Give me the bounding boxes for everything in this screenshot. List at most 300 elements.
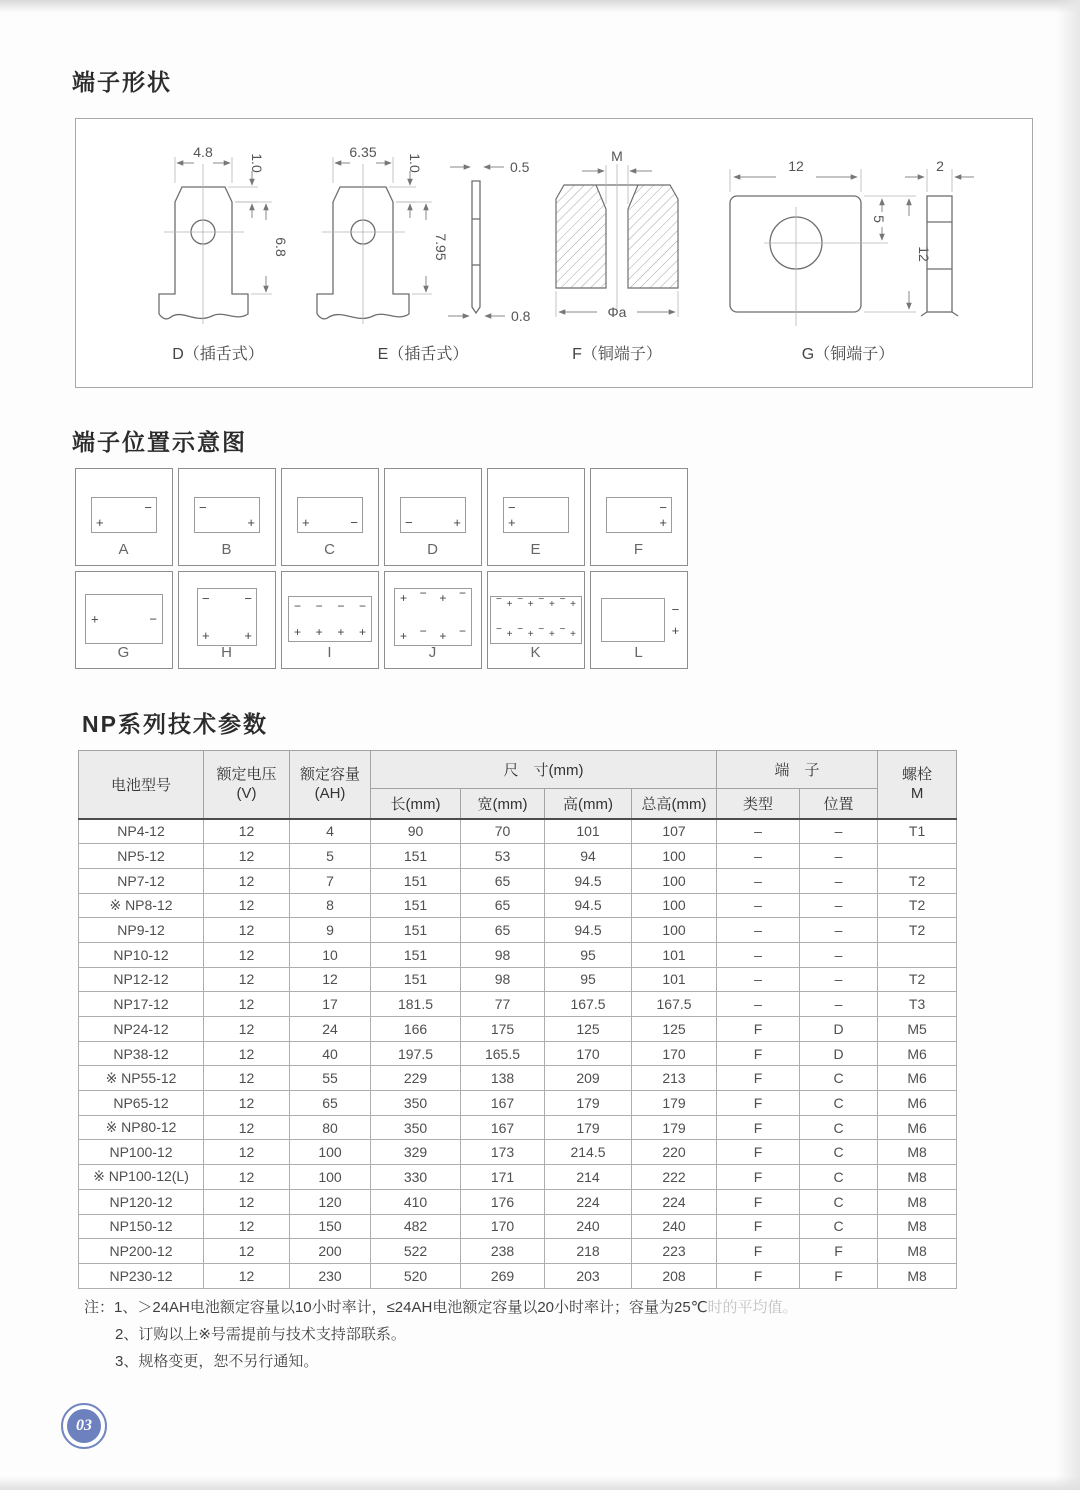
- dim-e-top-width: 6.35: [349, 144, 377, 160]
- cell-voltage: 12: [204, 819, 290, 844]
- polarity-mark: −: [202, 591, 210, 606]
- polarity-mark: +: [570, 599, 576, 610]
- cell-bolt: T3: [878, 992, 957, 1017]
- cell-length: 151: [371, 893, 461, 918]
- cell-length: 151: [371, 868, 461, 893]
- polarity-mark: −: [294, 599, 302, 613]
- cell-width: 167: [461, 1091, 545, 1116]
- polarity-mark: −: [199, 500, 207, 515]
- cell-terminal_type: F: [717, 1066, 800, 1091]
- cell-total_height: 220: [632, 1140, 717, 1165]
- cell-width: 65: [461, 868, 545, 893]
- spec-row: [79, 1091, 957, 1116]
- polarity-mark: −: [458, 624, 466, 638]
- cell-voltage: 12: [204, 1263, 290, 1288]
- cell-terminal_pos: –: [800, 893, 878, 918]
- position-cell-E: [487, 468, 585, 566]
- position-cell-C: [281, 468, 379, 566]
- header-voltage: [204, 751, 290, 819]
- cell-model: NP120-12: [79, 1189, 204, 1214]
- cell-model: NP10-12: [79, 942, 204, 967]
- polarity-mark: −: [149, 611, 157, 627]
- cell-width: 176: [461, 1189, 545, 1214]
- cell-height: 101: [545, 819, 632, 844]
- position-cell-D: [384, 468, 482, 566]
- cell-capacity: 100: [290, 1165, 371, 1190]
- scan-artifact-bottom: [0, 1476, 1080, 1490]
- cell-model: NP7-12: [79, 868, 204, 893]
- polarity-mark: −: [419, 586, 427, 600]
- cell-length: 350: [371, 1115, 461, 1140]
- cell-terminal_type: F: [717, 1115, 800, 1140]
- position-cell-J: [384, 571, 482, 669]
- tab-side-profile-drawing: [448, 159, 531, 324]
- cell-terminal_pos: D: [800, 1041, 878, 1066]
- cell-height: 224: [545, 1189, 632, 1214]
- spec-row: [79, 918, 957, 943]
- cell-total_height: 179: [632, 1091, 717, 1116]
- cell-width: 77: [461, 992, 545, 1017]
- cell-voltage: 12: [204, 1165, 290, 1190]
- cell-height: 214: [545, 1165, 632, 1190]
- spec-row: [79, 1041, 957, 1066]
- cell-length: 350: [371, 1091, 461, 1116]
- polarity-mark: +: [315, 625, 323, 639]
- polarity-row: [496, 624, 576, 640]
- cell-model: NP200-12: [79, 1239, 204, 1264]
- polarity-mark: −: [508, 500, 516, 515]
- cell-width: 65: [461, 918, 545, 943]
- spec-row: [79, 1140, 957, 1165]
- cell-width: 70: [461, 819, 545, 844]
- cell-height: 94: [545, 844, 632, 869]
- cell-terminal_pos: C: [800, 1165, 878, 1190]
- cell-model: NP38-12: [79, 1041, 204, 1066]
- spec-row: [79, 1189, 957, 1214]
- position-label: F: [633, 541, 645, 558]
- cell-total_height: 101: [632, 967, 717, 992]
- header-terminal: 端 子: [717, 751, 878, 789]
- cell-height: 179: [545, 1091, 632, 1116]
- spec-row: [79, 893, 957, 918]
- cell-width: 171: [461, 1165, 545, 1190]
- section-title-terminal-position: 端子位置示意图: [72, 429, 247, 455]
- cell-height: 218: [545, 1239, 632, 1264]
- cell-capacity: 100: [290, 1140, 371, 1165]
- polarity-mark: +: [400, 629, 408, 643]
- polarity-mark: +: [244, 628, 252, 643]
- battery-outline: [400, 497, 466, 533]
- cell-model: NP4-12: [79, 819, 204, 844]
- header-capacity: [290, 751, 371, 819]
- polarity-mark: −: [496, 594, 502, 605]
- cell-length: 151: [371, 918, 461, 943]
- note-1-text: 1、＞24AH电池额定容量以10小时率计，≤24AH电池额定容量以20小时率计；容量为25℃: [114, 1299, 708, 1316]
- header-bolt: [878, 751, 957, 819]
- note-line-1: [84, 1294, 798, 1321]
- terminal-e-drawing: [317, 144, 468, 363]
- dim-g-width: 12: [788, 158, 804, 174]
- terminal-drawings: [76, 119, 1032, 385]
- dim-g-hole-offset: 5: [871, 215, 887, 223]
- polarity-row: [496, 594, 576, 610]
- cell-width: 138: [461, 1066, 545, 1091]
- polarity-mark: +: [247, 515, 255, 530]
- cell-height: 240: [545, 1214, 632, 1239]
- spec-row: [79, 1214, 957, 1239]
- page-number-badge: [61, 1403, 107, 1449]
- cell-voltage: 12: [204, 1066, 290, 1091]
- cell-width: 98: [461, 967, 545, 992]
- spec-table: [78, 750, 957, 1289]
- dim-d-chamfer: 1.0: [249, 153, 265, 173]
- cell-model: ※ NP8-12: [79, 893, 204, 918]
- cell-terminal_type: –: [717, 893, 800, 918]
- polarity-mark: −: [419, 624, 427, 638]
- cell-terminal_type: –: [717, 868, 800, 893]
- cell-terminal_type: –: [717, 967, 800, 992]
- position-cell-F: [590, 468, 688, 566]
- cell-bolt: [878, 942, 957, 967]
- cell-terminal_type: –: [717, 819, 800, 844]
- note-line-3: 3、规格变更，恕不另行通知。: [115, 1353, 319, 1370]
- cell-capacity: 8: [290, 893, 371, 918]
- cell-model: NP24-12: [79, 1017, 204, 1042]
- header-length: 长(mm): [371, 789, 461, 819]
- cell-terminal_pos: D: [800, 1017, 878, 1042]
- battery-outline: [194, 497, 260, 533]
- cell-terminal_type: F: [717, 1214, 800, 1239]
- polarity-mark: +: [453, 515, 461, 530]
- header-voltage-line1: 额定电压: [216, 766, 277, 784]
- terminal-drawings-panel: [75, 118, 1033, 388]
- battery-outline: [288, 596, 372, 642]
- polarity-mark: −: [144, 500, 152, 515]
- cell-capacity: 17: [290, 992, 371, 1017]
- cell-width: 170: [461, 1214, 545, 1239]
- cell-length: 151: [371, 967, 461, 992]
- polarity-mark: +: [570, 629, 576, 640]
- cell-terminal_type: F: [717, 1263, 800, 1288]
- page-number: 03: [67, 1409, 101, 1443]
- cell-bolt: T1: [878, 819, 957, 844]
- cell-terminal_type: –: [717, 844, 800, 869]
- cell-terminal_pos: C: [800, 1189, 878, 1214]
- cell-terminal_type: F: [717, 1140, 800, 1165]
- cell-voltage: 12: [204, 918, 290, 943]
- cell-total_height: 222: [632, 1165, 717, 1190]
- battery-outline: [91, 497, 157, 533]
- polarity-mark: +: [202, 628, 210, 643]
- cell-bolt: M8: [878, 1140, 957, 1165]
- cell-total_height: 179: [632, 1115, 717, 1140]
- cell-terminal_pos: –: [800, 819, 878, 844]
- polarity-row: [294, 600, 366, 612]
- dim-profile-bottom: 0.8: [511, 308, 531, 324]
- cell-terminal_pos: –: [800, 844, 878, 869]
- header-model: 电池型号: [79, 751, 204, 819]
- scan-artifact-top: [0, 0, 1080, 13]
- cell-capacity: 7: [290, 868, 371, 893]
- polarity-mark: +: [506, 629, 513, 640]
- cell-terminal_type: –: [717, 992, 800, 1017]
- position-cell-K: [487, 571, 585, 669]
- polarity-mark: +: [439, 629, 447, 643]
- cell-capacity: 9: [290, 918, 371, 943]
- cell-bolt: M8: [878, 1239, 957, 1264]
- polarity-mark: −: [538, 594, 545, 605]
- cell-width: 53: [461, 844, 545, 869]
- cell-terminal_type: F: [717, 1041, 800, 1066]
- cell-model: NP12-12: [79, 967, 204, 992]
- cell-terminal_type: F: [717, 1239, 800, 1264]
- polarity-mark: −: [659, 500, 667, 515]
- table-notes: [84, 1294, 798, 1375]
- cell-length: 151: [371, 844, 461, 869]
- spec-table-body: [79, 819, 957, 1289]
- battery-outline: [297, 497, 363, 533]
- cell-capacity: 200: [290, 1239, 371, 1264]
- cell-model: NP150-12: [79, 1214, 204, 1239]
- battery-outline: [601, 598, 680, 642]
- cell-capacity: 80: [290, 1115, 371, 1140]
- battery-outline: [503, 497, 569, 533]
- cell-model: NP100-12: [79, 1140, 204, 1165]
- polarity-row: [400, 586, 466, 605]
- cell-capacity: 4: [290, 819, 371, 844]
- cell-length: 90: [371, 819, 461, 844]
- cell-terminal_pos: C: [800, 1091, 878, 1116]
- cell-terminal_type: F: [717, 1165, 800, 1190]
- section-title-specs: NP系列技术参数: [82, 711, 268, 737]
- polarity-mark: +: [548, 629, 555, 640]
- cell-bolt: T2: [878, 868, 957, 893]
- position-cell-A: [75, 468, 173, 566]
- dim-d-height: 6.8: [273, 237, 289, 257]
- cell-total_height: 100: [632, 918, 717, 943]
- cell-terminal_pos: F: [800, 1239, 878, 1264]
- polarity-mark: +: [337, 625, 345, 639]
- scan-artifact-right: [1056, 0, 1080, 1490]
- cell-total_height: 107: [632, 819, 717, 844]
- polarity-mark: +: [527, 629, 534, 640]
- cell-height: 167.5: [545, 992, 632, 1017]
- position-cell-I: [281, 571, 379, 669]
- polarity-mark: −: [496, 624, 502, 635]
- cell-capacity: 230: [290, 1263, 371, 1288]
- polarity-mark: −: [559, 594, 566, 605]
- polarity-mark: −: [350, 515, 358, 530]
- terminal-d-label: D（插舌式）: [172, 346, 264, 363]
- dim-g-height: 12: [916, 246, 932, 262]
- cell-length: 166: [371, 1017, 461, 1042]
- battery-outline: [606, 497, 672, 533]
- terminal-g-drawing: [730, 158, 974, 363]
- cell-total_height: 240: [632, 1214, 717, 1239]
- battery-outline: [197, 588, 257, 646]
- dim-g-thickness: 2: [936, 158, 944, 174]
- cell-width: 98: [461, 942, 545, 967]
- polarity-mark: −: [244, 591, 252, 606]
- terminal-d-drawing: [159, 144, 289, 363]
- cell-model: ※ NP80-12: [79, 1115, 204, 1140]
- polarity-mark: +: [439, 591, 447, 605]
- cell-width: 165.5: [461, 1041, 545, 1066]
- polarity-mark: −: [405, 515, 413, 530]
- spec-row: [79, 1239, 957, 1264]
- cell-width: 65: [461, 893, 545, 918]
- header-total-height: 总高(mm): [632, 789, 717, 819]
- cell-capacity: 120: [290, 1189, 371, 1214]
- cell-height: 170: [545, 1041, 632, 1066]
- dim-f-diameter: Φa: [607, 304, 627, 320]
- cell-terminal_pos: C: [800, 1115, 878, 1140]
- spec-row: [79, 819, 957, 844]
- dim-e-height: 7.95: [433, 233, 449, 261]
- polarity-mark: +: [548, 599, 555, 610]
- cell-total_height: 100: [632, 868, 717, 893]
- cell-capacity: 150: [290, 1214, 371, 1239]
- cell-height: 94.5: [545, 893, 632, 918]
- polarity-mark: +: [302, 515, 310, 530]
- cell-terminal_type: F: [717, 1189, 800, 1214]
- cell-length: 151: [371, 942, 461, 967]
- cell-width: 175: [461, 1017, 545, 1042]
- spec-row: [79, 942, 957, 967]
- cell-voltage: 12: [204, 1189, 290, 1214]
- cell-length: 520: [371, 1263, 461, 1288]
- cell-total_height: 170: [632, 1041, 717, 1066]
- cell-total_height: 100: [632, 844, 717, 869]
- cell-terminal_type: –: [717, 918, 800, 943]
- cell-model: NP17-12: [79, 992, 204, 1017]
- position-label: D: [427, 541, 439, 558]
- cell-height: 209: [545, 1066, 632, 1091]
- cell-width: 269: [461, 1263, 545, 1288]
- header-height: 高(mm): [545, 789, 632, 819]
- header-capacity-line2: (AH): [314, 785, 346, 803]
- cell-bolt: M6: [878, 1091, 957, 1116]
- spec-row: [79, 1066, 957, 1091]
- cell-capacity: 5: [290, 844, 371, 869]
- cell-bolt: T2: [878, 918, 957, 943]
- note-1-faded-text: 时的平均值。: [707, 1299, 798, 1316]
- cell-total_height: 167.5: [632, 992, 717, 1017]
- dim-profile-top: 0.5: [510, 159, 530, 175]
- battery-outline: [394, 588, 472, 646]
- polarity-mark: −: [315, 599, 323, 613]
- dim-d-top-width: 4.8: [193, 144, 213, 160]
- position-label: K: [530, 644, 542, 661]
- cell-height: 179: [545, 1115, 632, 1140]
- cell-width: 173: [461, 1140, 545, 1165]
- cell-bolt: T2: [878, 967, 957, 992]
- polarity-mark: −: [458, 586, 466, 600]
- polarity-mark: +: [527, 599, 534, 610]
- cell-total_height: 213: [632, 1066, 717, 1091]
- cell-bolt: M8: [878, 1189, 957, 1214]
- polarity-mark: +: [294, 625, 302, 639]
- polarity-mark: +: [671, 623, 680, 638]
- polarity-row: [400, 624, 466, 643]
- cell-height: 214.5: [545, 1140, 632, 1165]
- terminal-position-grid: [75, 468, 688, 669]
- cell-bolt: M8: [878, 1214, 957, 1239]
- cell-terminal_type: F: [717, 1017, 800, 1042]
- cell-length: 522: [371, 1239, 461, 1264]
- cell-model: NP65-12: [79, 1091, 204, 1116]
- polarity-mark: +: [506, 599, 513, 610]
- cell-terminal_pos: –: [800, 967, 878, 992]
- polarity-mark: −: [517, 624, 524, 635]
- position-label: G: [117, 644, 131, 661]
- cell-height: 94.5: [545, 918, 632, 943]
- cell-voltage: 12: [204, 942, 290, 967]
- position-label: A: [118, 541, 130, 558]
- cell-voltage: 12: [204, 1091, 290, 1116]
- cell-length: 197.5: [371, 1041, 461, 1066]
- battery-outline: [85, 594, 163, 644]
- cell-terminal_pos: –: [800, 868, 878, 893]
- note-prefix: 注：: [84, 1299, 115, 1316]
- cell-total_height: 100: [632, 893, 717, 918]
- position-label: L: [634, 644, 644, 661]
- terminal-f-drawing: [556, 148, 678, 363]
- note-line-2: 2、订购以上※号需提前与技术支持部联系。: [115, 1326, 406, 1343]
- cell-bolt: M8: [878, 1263, 957, 1288]
- polarity-mark: −: [517, 594, 524, 605]
- cell-bolt: M5: [878, 1017, 957, 1042]
- cell-capacity: 55: [290, 1066, 371, 1091]
- cell-voltage: 12: [204, 1115, 290, 1140]
- header-bolt-line1: 螺栓: [902, 766, 933, 784]
- header-terminal-type: 类型: [717, 789, 800, 819]
- cell-terminal_type: F: [717, 1091, 800, 1116]
- cell-terminal_pos: –: [800, 942, 878, 967]
- cell-height: 125: [545, 1017, 632, 1042]
- cell-capacity: 65: [290, 1091, 371, 1116]
- spec-row: [79, 1115, 957, 1140]
- cell-voltage: 12: [204, 844, 290, 869]
- cell-total_height: 125: [632, 1017, 717, 1042]
- cell-bolt: [878, 844, 957, 869]
- cell-model: NP9-12: [79, 918, 204, 943]
- cell-bolt: T2: [878, 893, 957, 918]
- cell-terminal_pos: C: [800, 1066, 878, 1091]
- cell-voltage: 12: [204, 1140, 290, 1165]
- cell-length: 229: [371, 1066, 461, 1091]
- cell-terminal_pos: –: [800, 992, 878, 1017]
- terminal-e-label: E（插舌式）: [377, 346, 469, 363]
- header-dimensions: 尺 寸(mm): [371, 751, 717, 789]
- cell-capacity: 40: [290, 1041, 371, 1066]
- spec-row: [79, 967, 957, 992]
- cell-length: 181.5: [371, 992, 461, 1017]
- header-width: 宽(mm): [461, 789, 545, 819]
- spec-row: [79, 868, 957, 893]
- battery-outline: [490, 596, 582, 644]
- dim-f-slot: M: [611, 148, 623, 164]
- cell-height: 203: [545, 1263, 632, 1288]
- cell-terminal_pos: F: [800, 1263, 878, 1288]
- polarity-row: [294, 626, 366, 638]
- position-cell-G: [75, 571, 173, 669]
- spec-row: [79, 992, 957, 1017]
- spec-row: [79, 1263, 957, 1288]
- polarity-mark: +: [358, 625, 366, 639]
- cell-voltage: 12: [204, 967, 290, 992]
- section-title-terminal-shape: 端子形状: [72, 69, 172, 95]
